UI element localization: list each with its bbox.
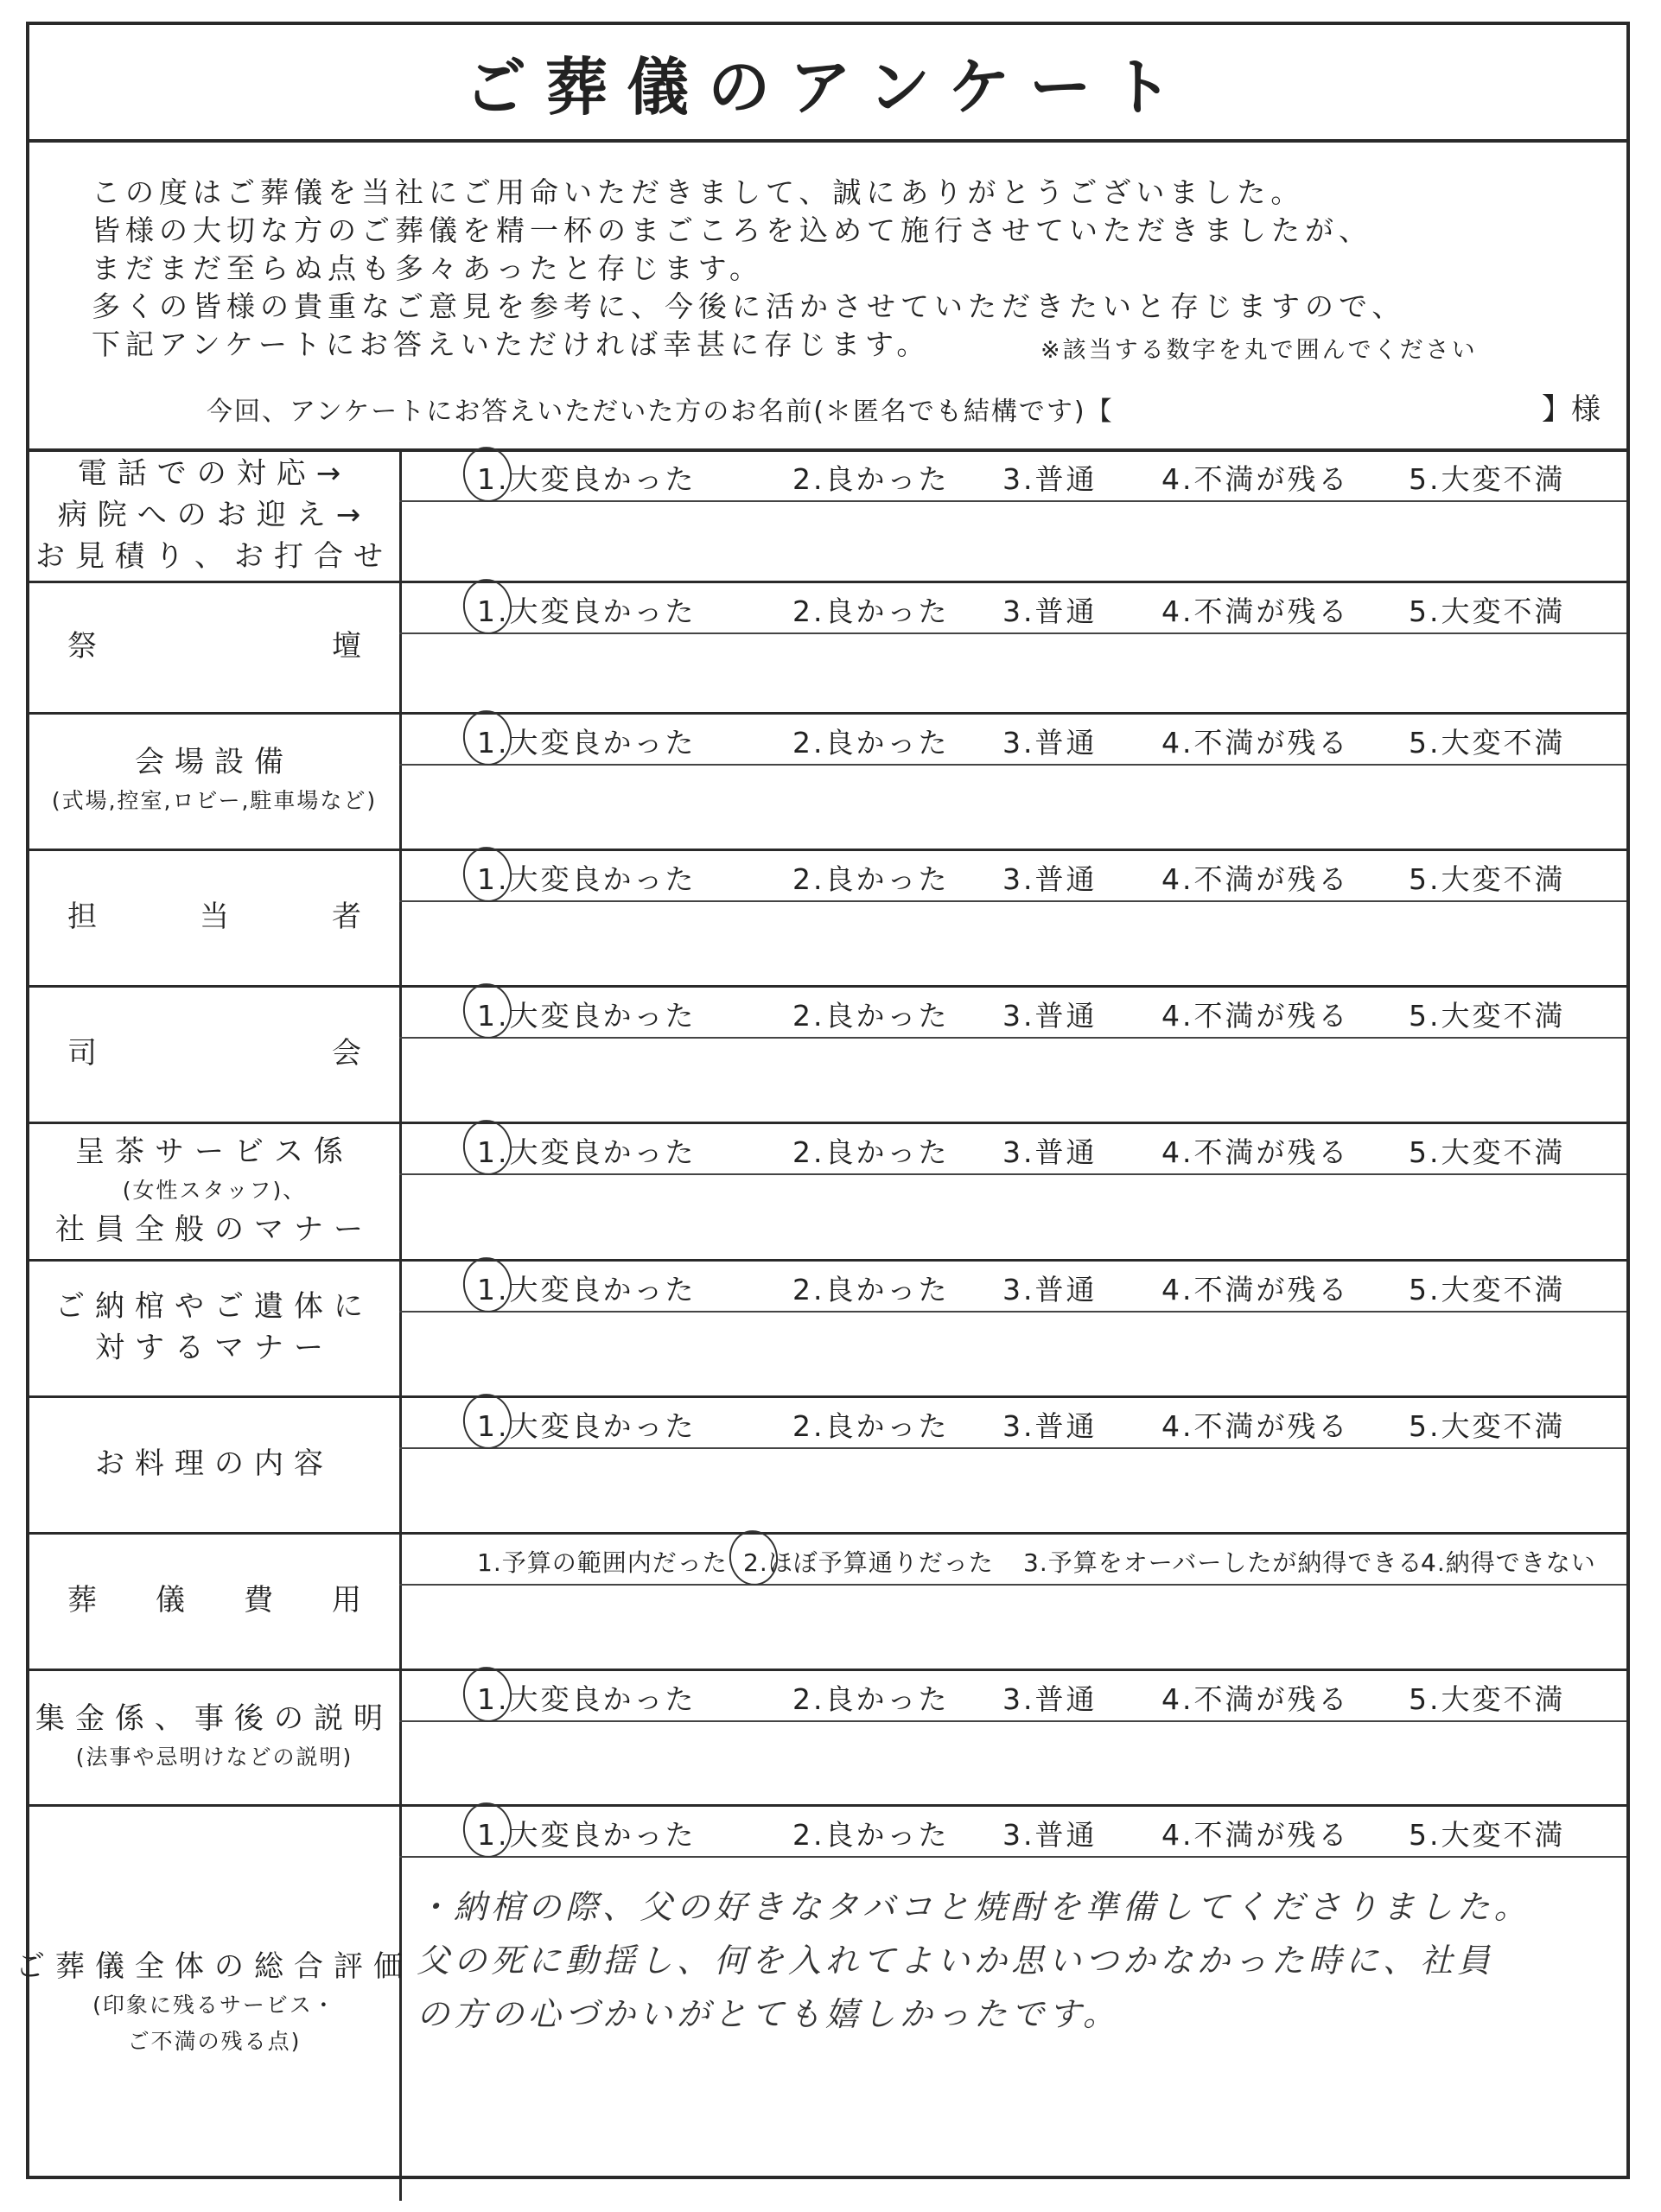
rating-option[interactable]: 5.大変不満 bbox=[1409, 1818, 1566, 1852]
label-char: 壇 bbox=[332, 629, 361, 664]
handwritten-comment: ・納棺の際、父の好きなタバコと焼酎を準備してくださりました。 bbox=[417, 1888, 1531, 1926]
intro-line: この度はご葬儀を当社にご用命いただきまして、誠にありがとうございました。 bbox=[92, 175, 1305, 209]
row-label-text: 会場設備 bbox=[135, 745, 294, 779]
row-label-text: 集金係、事後の説明 bbox=[35, 1700, 393, 1736]
rating-option[interactable]: 3.普通 bbox=[1002, 1135, 1098, 1169]
row-label-subtext: (印象に残るサービス・ bbox=[92, 1992, 336, 2018]
rating-option[interactable]: 4.納得できない bbox=[1421, 1548, 1596, 1577]
rating-options bbox=[399, 1122, 1626, 1175]
title-box bbox=[29, 25, 1626, 143]
rating-option[interactable]: 2.良かった bbox=[792, 726, 950, 760]
handwritten-comment: の方の心づかいがとても嬉しかったです。 bbox=[417, 1995, 1120, 2033]
rating-option[interactable]: 1.予算の範囲内だった bbox=[477, 1548, 728, 1577]
rating-options bbox=[399, 849, 1626, 902]
label-char: 者 bbox=[332, 899, 361, 934]
row-label-subtext: (法事や忌明けなどの説明) bbox=[75, 1744, 353, 1770]
row-label bbox=[29, 1259, 402, 1395]
rating-option[interactable]: 4.不満が残る bbox=[1161, 594, 1350, 628]
survey-row bbox=[29, 1395, 1626, 1535]
intro-line: 皆様の大切な方のご葬儀を精一杯のまごころを込めて施行させていただきましたが、 bbox=[92, 213, 1372, 247]
rating-option[interactable]: 3.普通 bbox=[1002, 1682, 1098, 1716]
rating-options bbox=[399, 1532, 1626, 1586]
rating-option[interactable]: 1.大変良かった bbox=[477, 594, 697, 628]
rating-option[interactable]: 3.普通 bbox=[1002, 462, 1098, 496]
rating-option[interactable]: 1.大変良かった bbox=[477, 1818, 697, 1852]
rating-option[interactable]: 4.不満が残る bbox=[1161, 999, 1350, 1033]
rating-option[interactable]: 1.大変良かった bbox=[477, 862, 697, 896]
rating-option[interactable]: 1.大変良かった bbox=[477, 999, 697, 1033]
rating-option[interactable]: 3.普通 bbox=[1002, 999, 1098, 1033]
rating-option[interactable]: 2.良かった bbox=[792, 1682, 950, 1716]
rating-options bbox=[399, 1669, 1626, 1722]
rating-option[interactable]: 1.大変良かった bbox=[477, 462, 697, 496]
row-label-text bbox=[67, 1580, 361, 1621]
rating-option[interactable]: 1.大変良かった bbox=[477, 1409, 697, 1443]
row-label-text: 電話での対応→ bbox=[77, 455, 352, 491]
label-char: 当 bbox=[200, 899, 229, 934]
page-title: ご葬儀のアンケート bbox=[464, 51, 1192, 124]
row-label bbox=[29, 448, 402, 581]
handwritten-comment: 父の死に動揺し、何を入れてよいか思いつかなかった時に、社員 bbox=[417, 1942, 1495, 1980]
rating-option[interactable]: 3.普通 bbox=[1002, 1409, 1098, 1443]
rating-option[interactable]: 1.大変良かった bbox=[477, 1273, 697, 1306]
rating-options bbox=[399, 1395, 1626, 1449]
rating-option[interactable]: 4.不満が残る bbox=[1161, 1135, 1350, 1169]
row-label-text: ご葬儀全体の総合評価 bbox=[16, 1948, 413, 1984]
intro-line: まだまだ至らぬ点も多々あったと存じます。 bbox=[92, 251, 764, 285]
rating-option[interactable]: 5.大変不満 bbox=[1409, 862, 1566, 896]
rating-options bbox=[399, 1804, 1626, 1858]
row-label bbox=[29, 849, 402, 985]
row-label bbox=[29, 581, 402, 712]
rating-option[interactable]: 5.大変不満 bbox=[1409, 1682, 1566, 1716]
rating-option[interactable]: 4.不満が残る bbox=[1161, 1409, 1350, 1443]
rating-option[interactable]: 2.良かった bbox=[792, 1409, 950, 1443]
row-label-text: お見積り、お打合せ bbox=[35, 538, 393, 574]
row-label-text: 呈茶サービス係 bbox=[75, 1134, 353, 1169]
survey-row bbox=[29, 712, 1626, 851]
rating-option[interactable]: 4.不満が残る bbox=[1161, 1818, 1350, 1852]
rating-option[interactable]: 2.良かった bbox=[792, 862, 950, 896]
row-label-subtext: (女性スタッフ)、 bbox=[122, 1177, 307, 1203]
intro-line: 下記アンケートにお答えいただければ幸甚に存じます。 bbox=[92, 327, 931, 361]
rating-option[interactable]: 1.大変良かった bbox=[477, 726, 697, 760]
label-char: 祭 bbox=[67, 629, 97, 664]
rating-option[interactable]: 3.普通 bbox=[1002, 594, 1098, 628]
row-label bbox=[29, 1532, 402, 1669]
label-char: 会 bbox=[332, 1036, 361, 1071]
rating-option[interactable]: 1.大変良かった bbox=[477, 1135, 697, 1169]
rating-option[interactable]: 4.不満が残る bbox=[1161, 1273, 1350, 1306]
rating-options bbox=[399, 1259, 1626, 1313]
rating-option[interactable]: 5.大変不満 bbox=[1409, 1409, 1566, 1443]
rating-option[interactable]: 4.不満が残る bbox=[1161, 726, 1350, 760]
survey-row bbox=[29, 849, 1626, 988]
survey-row bbox=[29, 985, 1626, 1124]
rating-option[interactable]: 5.大変不満 bbox=[1409, 1273, 1566, 1306]
rating-option[interactable]: 5.大変不満 bbox=[1409, 726, 1566, 760]
rating-option[interactable]: 5.大変不満 bbox=[1409, 999, 1566, 1033]
rating-option[interactable]: 3.普通 bbox=[1002, 862, 1098, 896]
row-label-subtext: ご不満の残る点) bbox=[127, 2028, 302, 2054]
row-label bbox=[29, 712, 402, 849]
survey-row bbox=[29, 448, 1626, 583]
rating-option[interactable]: 2.良かった bbox=[792, 1818, 950, 1852]
row-label-text: ご納棺やご遺体に bbox=[55, 1289, 373, 1324]
survey-sections bbox=[16, 448, 1626, 2176]
rating-option[interactable]: 5.大変不満 bbox=[1409, 1135, 1566, 1169]
rating-options bbox=[399, 985, 1626, 1039]
rating-option[interactable]: 2.良かった bbox=[792, 594, 950, 628]
intro-line: 多くの皆様の貴重なご意見を参考に、今後に活かさせていただきたいと存じますので、 bbox=[92, 289, 1406, 323]
rating-option[interactable]: 5.大変不満 bbox=[1409, 462, 1566, 496]
label-char: 担 bbox=[67, 899, 97, 934]
survey-row bbox=[29, 1259, 1626, 1398]
label-char: 葬 bbox=[67, 1583, 97, 1618]
rating-option[interactable]: 3.普通 bbox=[1002, 1273, 1098, 1306]
row-label bbox=[29, 1395, 402, 1532]
row-label-text: 対するマナー bbox=[95, 1331, 334, 1365]
row-label-text bbox=[67, 896, 361, 938]
selection-circle bbox=[726, 1527, 781, 1588]
rating-option[interactable]: 3.普通 bbox=[1002, 1818, 1098, 1852]
survey-row bbox=[29, 1532, 1626, 1671]
row-label bbox=[29, 1122, 402, 1259]
row-label bbox=[29, 1669, 402, 1804]
survey-sheet bbox=[16, 22, 1630, 2179]
survey-row bbox=[29, 1669, 1626, 1807]
rating-options bbox=[399, 448, 1626, 502]
rating-option[interactable]: 4.不満が残る bbox=[1161, 862, 1350, 896]
rating-options bbox=[399, 581, 1626, 634]
survey-row bbox=[29, 1122, 1626, 1262]
intro-box bbox=[29, 139, 1626, 452]
rating-option[interactable]: 2.良かった bbox=[792, 1273, 950, 1306]
rating-option[interactable]: 2.良かった bbox=[792, 999, 950, 1033]
row-label-text bbox=[67, 626, 361, 667]
row-label bbox=[29, 985, 402, 1122]
label-char: 儀 bbox=[156, 1583, 185, 1618]
label-char: 用 bbox=[332, 1583, 361, 1618]
rating-options bbox=[399, 712, 1626, 766]
name-field-suffix: 】様 bbox=[1542, 392, 1601, 427]
rating-option[interactable]: 2.良かった bbox=[792, 1135, 950, 1169]
row-label bbox=[16, 1804, 413, 2201]
rating-option[interactable]: 3.予算をオーバーしたが納得できる bbox=[1023, 1548, 1423, 1577]
row-label-text: 病院へのお迎え→ bbox=[57, 497, 372, 532]
survey-row bbox=[16, 1804, 1626, 2201]
label-char: 司 bbox=[67, 1036, 97, 1071]
rating-option[interactable]: 4.不満が残る bbox=[1161, 462, 1350, 496]
row-label-text: お料理の内容 bbox=[95, 1446, 334, 1481]
rating-option[interactable]: 5.大変不満 bbox=[1409, 594, 1566, 628]
rating-option[interactable]: 1.大変良かった bbox=[477, 1682, 697, 1716]
rating-option[interactable]: 4.不満が残る bbox=[1161, 1682, 1350, 1716]
row-label-text: 社員全般のマナー bbox=[55, 1211, 373, 1247]
instruction-note: ※該当する数字を丸で囲んでください bbox=[1041, 337, 1478, 364]
row-label-text bbox=[67, 1033, 361, 1074]
rating-option[interactable]: 2.良かった bbox=[792, 462, 950, 496]
rating-option[interactable]: 3.普通 bbox=[1002, 726, 1098, 760]
name-field-label: 今回、アンケートにお答えいただいた方のお名前(＊匿名でも結構です)【 bbox=[207, 397, 1114, 427]
row-label-subtext: (式場,控室,ロビー,駐車場など) bbox=[51, 788, 378, 813]
rating-option[interactable]: 2.ほぼ予算通りだった bbox=[743, 1548, 994, 1577]
survey-row bbox=[29, 581, 1626, 715]
label-char: 費 bbox=[244, 1583, 273, 1618]
